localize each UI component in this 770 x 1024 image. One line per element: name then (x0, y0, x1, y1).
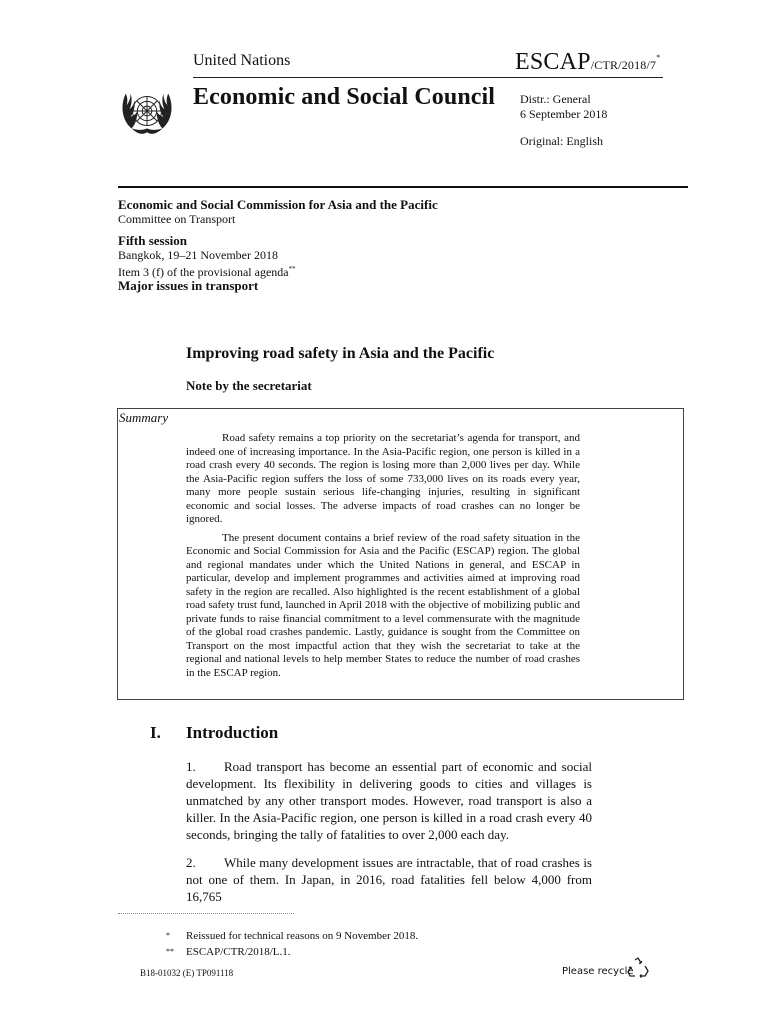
distribution-block (520, 92, 607, 149)
footnote-mark: * (166, 931, 170, 940)
council-name: Economic and Social Council (193, 84, 496, 110)
agenda-item-text: Item 3 (f) of the provisional agenda (118, 265, 289, 279)
summary-paragraph: Road safety remains a top priority on the secretariat’s agenda for transport, and indeed one of increasing importance. In the Asia-Pacific region, one person is killed in a road crash every 40 seconds. The region is losing more than 2,000 lives per day. While the Asia-Pacific region suffers the loss of some 733,000 lives on its roads every year, many more people sustain serious life-changing injuries, resulting in significant economic and social losses. The adverse impacts of road crashes can no longer be ignored. (186, 432, 580, 525)
footnotes (166, 928, 418, 960)
footnote-text: ESCAP/CTR/2018/L.1. (186, 946, 291, 958)
agenda-item-mark: ** (288, 265, 296, 273)
footnote-mark: ** (166, 947, 174, 956)
symbol-mark: * (656, 53, 661, 62)
symbol-main: ESCAP (515, 49, 591, 75)
summary-paragraph: The present document contains a brief review of the road safety situation in the Economic and Social Commission for Asia and the Pacific (ESCAP) region. The global and regional mandates under which the United Nations in general, and ESCAP in particular, develop and implement programmes and activities aimed at improving road safety in the region are recalled. Also highlighted is the recent establishment of a global road safety trust fund, launched in April 2018 with the objective of mobilizing public and private funds to raise financial commitment to a level commensurate with the magnitude of the global road crashes pandemic. Lastly, guidance is sought from the Committee on Transport on the most impactful action that they wish the secretariat to take at the regional and national levels to help member States to reduce the number of road crashes in the ESCAP region. (186, 531, 580, 679)
document-note: Note by the secretariat (186, 378, 312, 393)
section-number: I. (150, 723, 161, 742)
paragraph (186, 758, 592, 843)
committee-name: Committee on Transport (118, 212, 236, 226)
recycle-icon (626, 956, 650, 980)
org-name: United Nations (193, 52, 291, 69)
recycle-text: Please recycle (562, 966, 634, 977)
un-emblem-icon (118, 82, 176, 140)
footnote-text: Reissued for technical reasons on 9 November 2018. (186, 930, 419, 942)
header-divider (118, 186, 688, 188)
job-number: B18-01032 (E) TP091118 (140, 968, 234, 978)
document-title: Improving road safety in Asia and the Pacific (186, 345, 495, 362)
session: Fifth session (118, 233, 187, 248)
place-date: Bangkok, 19–21 November 2018 (118, 248, 278, 262)
section-title: Introduction (186, 723, 279, 742)
commission-name: Economic and Social Commission for Asia and the Pacific (118, 197, 438, 212)
summary-text (186, 432, 580, 685)
agenda-item (118, 262, 438, 279)
agenda-topic: Major issues in transport (118, 278, 259, 293)
footnote (166, 928, 418, 944)
section-body (186, 758, 592, 916)
original-language: Original: English (520, 134, 603, 148)
summary-label: Summary (119, 410, 169, 425)
issue-date: 6 September 2018 (520, 107, 608, 121)
paragraph-text: While many development issues are intractable, that of road crashes is not one of them. In Japan, in 2016, road fatalities fell below 4,000 from 16,765 (186, 855, 592, 904)
symbol-sub: /CTR/2018/7 (590, 58, 657, 72)
paragraph-text: Road transport has become an essential part of economic and social development. Its flexibility in delivering goods to cities and villages is unmatched by any other transport modes. However, road transport is also a killer. In the Asia-Pacific region, one person is killed in a road crash every 40 seconds, bringing the tally of fatalities to over 2,000 each day. (186, 759, 592, 842)
meeting-info (118, 198, 438, 293)
distribution: Distr.: General (520, 92, 591, 106)
header-rule (193, 77, 663, 78)
paragraph (186, 854, 592, 905)
paragraph-number: 2. (186, 855, 196, 870)
document-symbol (515, 49, 660, 76)
paragraph-number: 1. (186, 759, 196, 774)
footnote-rule (118, 913, 294, 914)
footnote (166, 944, 418, 960)
